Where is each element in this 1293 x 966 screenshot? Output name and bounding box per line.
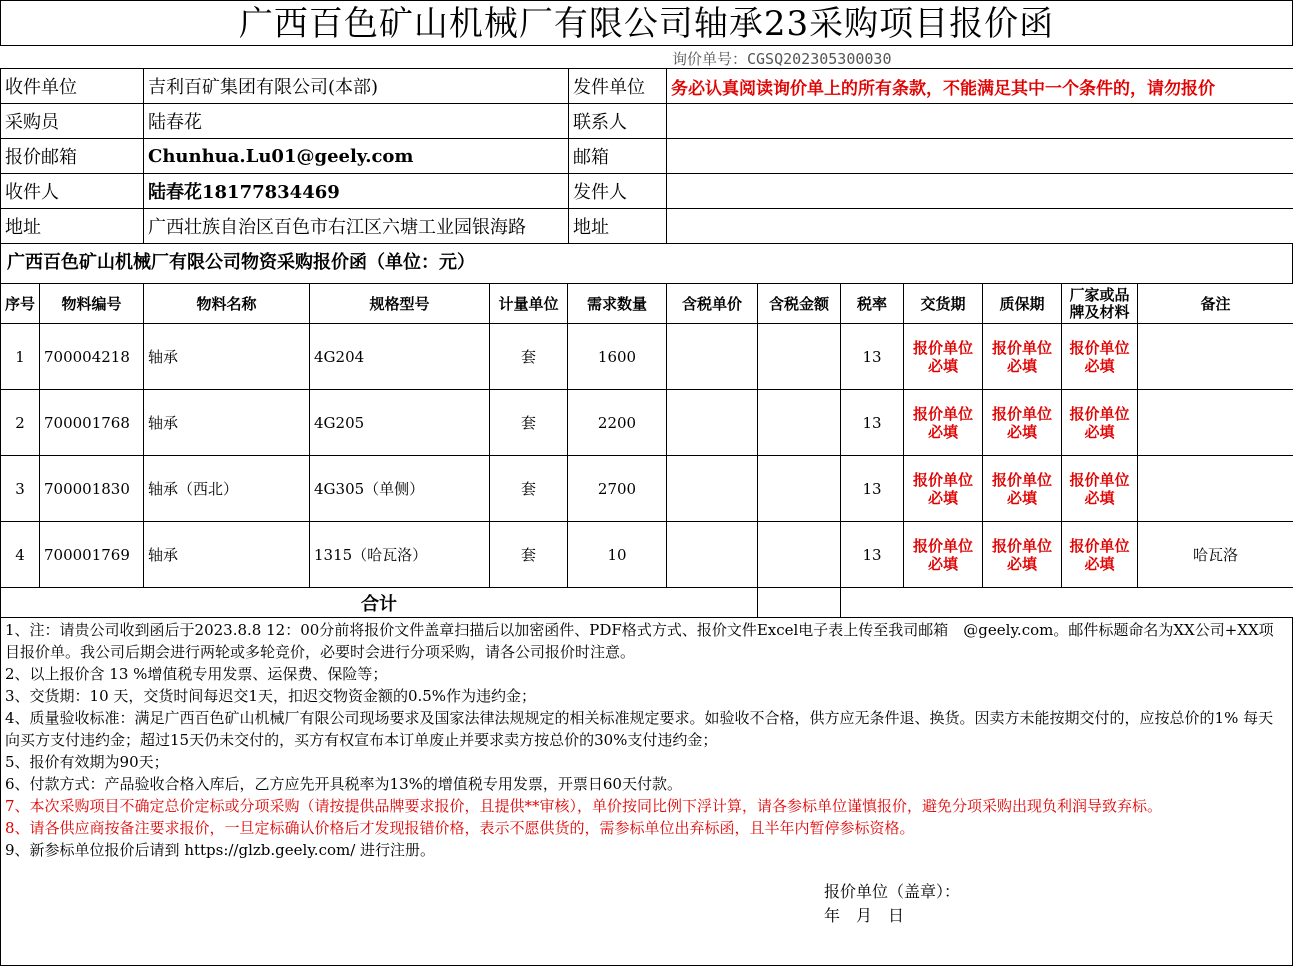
remark[interactable]: 哈瓦洛	[1138, 522, 1293, 588]
date-label: 年 月 日	[824, 906, 905, 925]
signature-block	[824, 880, 960, 928]
table-row	[1, 324, 1293, 390]
warning-text: 务必认真阅读询价单上的所有条款，不能满足其中一个条件的，请勿报价	[667, 69, 1293, 104]
warranty-input[interactable]: 报价单位必填	[983, 390, 1062, 456]
spec: 4G205	[310, 390, 490, 456]
header-cell: 厂家或品牌及材料	[1062, 284, 1138, 324]
tax-rate[interactable]: 13	[841, 324, 904, 390]
table-header-row	[1, 284, 1293, 324]
unit: 套	[490, 324, 568, 390]
unit: 套	[490, 456, 568, 522]
info-row-address	[1, 209, 1293, 244]
warranty-input[interactable]: 报价单位必填	[983, 522, 1062, 588]
info-label: 报价邮箱	[1, 139, 144, 174]
email-input[interactable]	[667, 139, 1293, 174]
note-item: 4、质量验收标准：满足广西百色矿山机械厂有限公司现场要求及国家法律法规规定的相关标准规定要求。如验收不合格，供方应无条件退、换货。因卖方未能按期交付的，应按总价的1% 每天向买方支付违约金；超过15天仍未交付的，买方有权宣布本订单废止并要求卖方按总价的30%支付违约金；	[5, 709, 1274, 749]
header-cell: 规格型号	[310, 284, 490, 324]
amount-input[interactable]	[758, 390, 841, 456]
row-no: 4	[1, 522, 40, 588]
info-label: 联系人	[569, 104, 667, 139]
warranty-input[interactable]: 报价单位必填	[983, 324, 1062, 390]
sender-input[interactable]	[667, 174, 1293, 209]
quantity: 1600	[568, 324, 667, 390]
info-label: 邮箱	[569, 139, 667, 174]
delivery-input[interactable]: 报价单位必填	[904, 324, 983, 390]
spec: 1315（哈瓦洛）	[310, 522, 490, 588]
header-cell: 序号	[1, 284, 40, 324]
info-row-receiver	[1, 174, 1293, 209]
info-row-recipient-unit	[1, 69, 1293, 104]
unit: 套	[490, 390, 568, 456]
row-no: 3	[1, 456, 40, 522]
delivery-input[interactable]: 报价单位必填	[904, 456, 983, 522]
table-row	[1, 456, 1293, 522]
amount-input[interactable]	[758, 324, 841, 390]
amount-input[interactable]	[758, 456, 841, 522]
quantity: 2700	[568, 456, 667, 522]
delivery-input[interactable]: 报价单位必填	[904, 390, 983, 456]
note-item-warning: 7、本次采购项目不确定总价定标或分项采购（请按提供品牌要求报价，且提供**审核），单价按同比例下浮计算，请各参标单位谨慎报价，避免分项采购出现负利润导致弃标。	[5, 797, 1163, 815]
amount-input[interactable]	[758, 522, 841, 588]
remark[interactable]	[1138, 390, 1293, 456]
info-label: 收件单位	[1, 69, 144, 104]
info-label: 发件人	[569, 174, 667, 209]
unit-price-input[interactable]	[667, 456, 758, 522]
info-label: 收件人	[1, 174, 144, 209]
table-subtitle: 广西百色矿山机械厂有限公司物资采购报价函（单位：元）	[0, 243, 1293, 283]
header-cell: 含税金额	[758, 284, 841, 324]
info-row-email	[1, 139, 1293, 174]
info-label: 发件单位	[569, 69, 667, 104]
material-code: 700001768	[40, 390, 144, 456]
row-no: 1	[1, 324, 40, 390]
tax-rate[interactable]: 13	[841, 522, 904, 588]
unit-price-input[interactable]	[667, 390, 758, 456]
total-row	[1, 588, 1293, 618]
tax-rate[interactable]: 13	[841, 390, 904, 456]
quantity: 2200	[568, 390, 667, 456]
material-name: 轴承（西北）	[144, 456, 310, 522]
notes-section	[0, 617, 1293, 966]
spec: 4G204	[310, 324, 490, 390]
info-value[interactable]: 广西壮族自治区百色市右江区六塘工业园银海路	[144, 209, 569, 244]
header-cell: 质保期	[983, 284, 1062, 324]
note-item: 5、报价有效期为90天；	[5, 753, 169, 771]
remark[interactable]	[1138, 456, 1293, 522]
note-item: 2、以上报价含 13 %增值税专用发票、运保费、保险等；	[5, 665, 388, 683]
info-table	[0, 68, 1293, 244]
info-label: 地址	[1, 209, 144, 244]
table-row	[1, 522, 1293, 588]
header-cell: 含税单价	[667, 284, 758, 324]
page-title: 广西百色矿山机械厂有限公司轴承23采购项目报价函	[0, 0, 1293, 46]
header-cell: 物料编号	[40, 284, 144, 324]
remark[interactable]	[1138, 324, 1293, 390]
brand-input[interactable]: 报价单位必填	[1062, 456, 1138, 522]
row-no: 2	[1, 390, 40, 456]
material-code: 700004218	[40, 324, 144, 390]
note-item: 6、付款方式：产品验收合格入库后，乙方应先开具税率为13%的增值税专用发票，开票日60天付款。	[5, 775, 682, 793]
info-label: 采购员	[1, 104, 144, 139]
info-value[interactable]: 吉利百矿集团有限公司(本部)	[144, 69, 569, 104]
note-item: 3、交货期：10 天，交货时间每迟交1天，扣迟交物资金额的0.5%作为违约金；	[5, 687, 537, 705]
tax-rate[interactable]: 13	[841, 456, 904, 522]
contact-input[interactable]	[667, 104, 1293, 139]
brand-input[interactable]: 报价单位必填	[1062, 522, 1138, 588]
info-value[interactable]: Chunhua.Lu01@geely.com	[144, 139, 569, 174]
header-cell: 交货期	[904, 284, 983, 324]
info-value[interactable]: 陆春花	[144, 104, 569, 139]
material-code: 700001830	[40, 456, 144, 522]
info-row-buyer	[1, 104, 1293, 139]
table-row	[1, 390, 1293, 456]
unit-price-input[interactable]	[667, 324, 758, 390]
info-value[interactable]: 陆春花18177834469	[144, 174, 569, 209]
quantity: 10	[568, 522, 667, 588]
material-code: 700001769	[40, 522, 144, 588]
total-blank	[841, 588, 1293, 618]
inquiry-number: 询价单号：CGSQ202305300030	[672, 50, 892, 68]
note-item-warning: 8、请各供应商按备注要求报价，一旦定标确认价格后才发现报错价格，表示不愿供货的，需参标单位出弃标函，且半年内暂停参标资格。	[5, 819, 915, 837]
brand-input[interactable]: 报价单位必填	[1062, 324, 1138, 390]
spec: 4G305（单侧）	[310, 456, 490, 522]
material-name: 轴承	[144, 324, 310, 390]
material-name: 轴承	[144, 522, 310, 588]
total-amount[interactable]	[758, 588, 841, 618]
material-name: 轴承	[144, 390, 310, 456]
address-input[interactable]	[667, 209, 1293, 244]
total-label: 合计	[1, 588, 758, 618]
quote-table	[0, 283, 1293, 618]
header-cell: 需求数量	[568, 284, 667, 324]
info-label: 地址	[569, 209, 667, 244]
delivery-input[interactable]: 报价单位必填	[904, 522, 983, 588]
note-item: 9、新参标单位报价后请到 https://glzb.geely.com/ 进行注册。	[5, 841, 436, 859]
unit: 套	[490, 522, 568, 588]
note-item: 1、注：请贵公司收到函后于2023.8.8 12：00分前将报价文件盖章扫描后以加密函件、PDF格式方式、报价文件Excel电子表上传至我司邮箱 @geely.com。邮件标题命名为XX公司+XX项目报价单。我公司后期会进行两轮或多轮竞价，必要时会进行分项采购，请各公司报价时注意。	[5, 621, 1274, 661]
header-cell: 税率	[841, 284, 904, 324]
stamp-label: 报价单位（盖章）：	[824, 882, 961, 901]
unit-price-input[interactable]	[667, 522, 758, 588]
brand-input[interactable]: 报价单位必填	[1062, 390, 1138, 456]
header-cell: 计量单位	[490, 284, 568, 324]
header-cell: 备注	[1138, 284, 1293, 324]
header-cell: 物料名称	[144, 284, 310, 324]
warranty-input[interactable]: 报价单位必填	[983, 456, 1062, 522]
